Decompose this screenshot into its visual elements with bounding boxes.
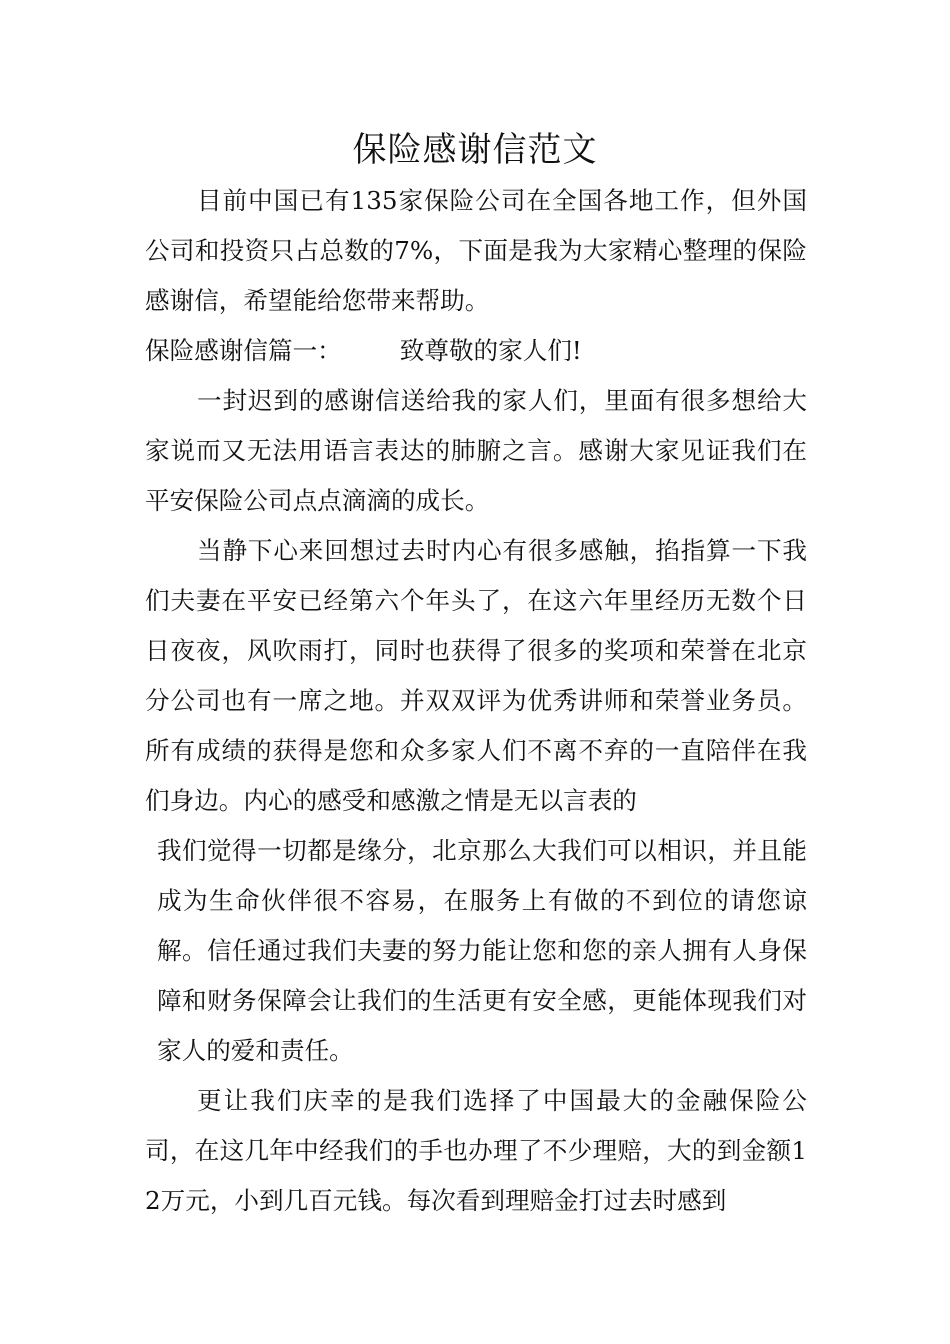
section-label: 保险感谢信篇一： bbox=[145, 336, 342, 365]
salutation: 致尊敬的家人们! bbox=[399, 336, 582, 365]
body-paragraph-3: 我们觉得一切都是缘分，北京那么大我们可以相识，并且能成为生命伙伴很不容易，在服务上有做的不到位的请您谅解。信任通过我们夫妻的努力能让您和您的亲人拥有人身保障和财务保障会让我们的生活更有安全感，更能体现我们对家人的爱和责任。 bbox=[157, 836, 807, 1065]
body-paragraph-2: 当静下心来回想过去时内心有很多感触，掐指算一下我们夫妻在平安已经第六个年头了，在这六年里经历无数个日日夜夜，风吹雨打，同时也获得了很多的奖项和荣誉在北京分公司也有一席之地。并双双评为优秀讲师和荣誉业务员。所有成绩的获得是您和众多家人们不离不弃的一直陪伴在我们身边。内心的感受和感激之情是无以言表的 bbox=[145, 536, 807, 815]
body-paragraph-1: 一封迟到的感谢信送给我的家人们，里面有很多想给大家说而又无法用语言表达的肺腑之言。感谢大家见证我们在平安保险公司点点滴滴的成长。 bbox=[145, 386, 807, 515]
section-heading-line bbox=[145, 326, 807, 376]
document-body bbox=[145, 176, 807, 1226]
intro-paragraph: 目前中国已有135家保险公司在全国各地工作，但外国公司和投资只占总数的7%，下面是我为大家精心整理的保险感谢信，希望能给您带来帮助。 bbox=[145, 186, 807, 315]
body-paragraph-4: 更让我们庆幸的是我们选择了中国最大的金融保险公司，在这几年中经我们的手也办理了不少理赔，大的到金额12万元，小到几百元钱。每次看到理赔金打过去时感到 bbox=[145, 1086, 807, 1215]
document-title: 保险感谢信范文 bbox=[352, 130, 598, 170]
